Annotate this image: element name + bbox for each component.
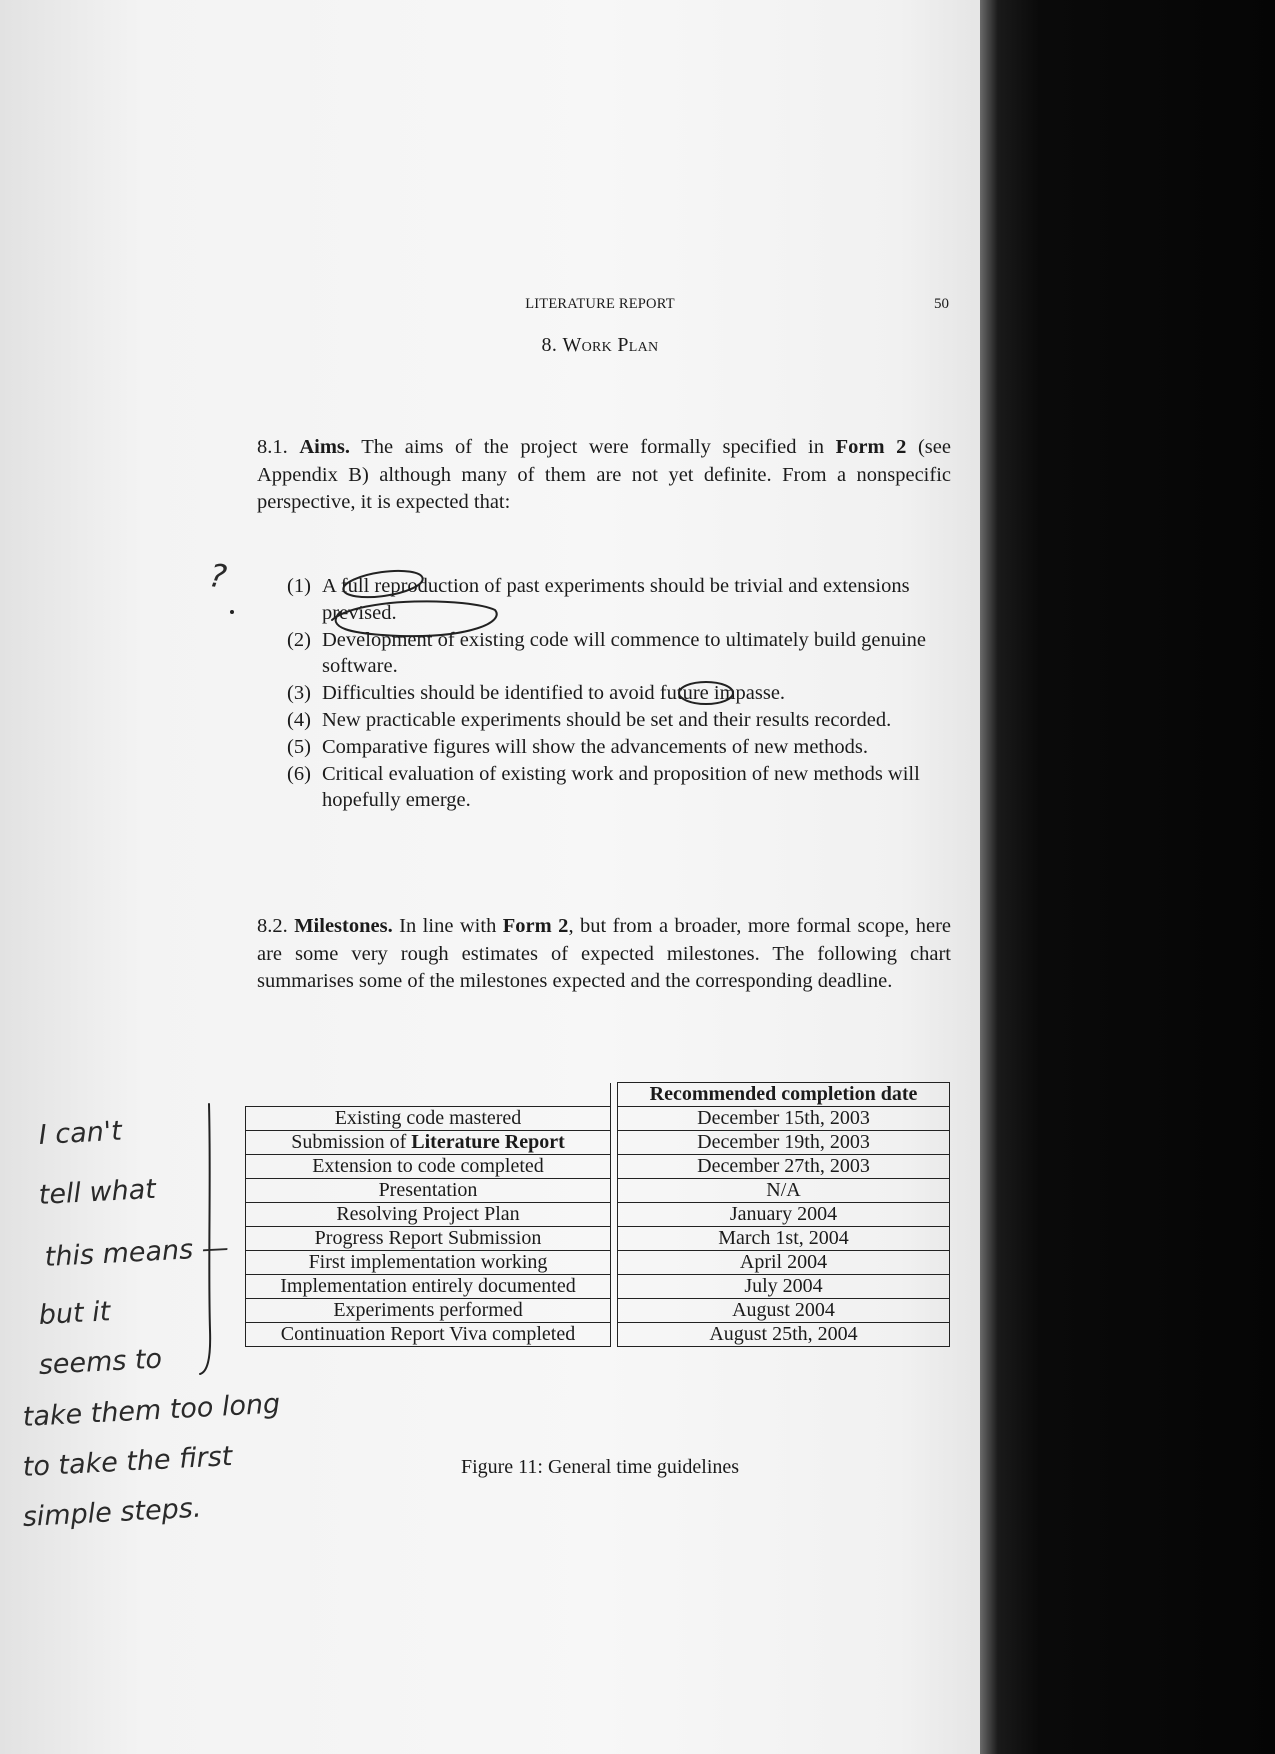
milestone-cell: Progress Report Submission <box>246 1227 611 1251</box>
table-header-date: Recommended completion date <box>618 1083 950 1107</box>
date-cell: December 27th, 2003 <box>618 1155 950 1179</box>
table-row <box>246 1251 950 1275</box>
list-item-label: (6) <box>287 762 311 785</box>
date-cell: December 15th, 2003 <box>618 1107 950 1131</box>
milestone-cell: Presentation <box>246 1179 611 1203</box>
table-row <box>246 1155 950 1179</box>
list-item <box>287 573 957 627</box>
table-row <box>246 1107 950 1131</box>
date-cell: January 2004 <box>618 1203 950 1227</box>
table-row <box>246 1227 950 1251</box>
date-cell: April 2004 <box>618 1251 950 1275</box>
date-cell: N/A <box>618 1179 950 1203</box>
aims-number: 8.1. <box>257 436 288 458</box>
aims-text-before: The aims of the project were formally specified in <box>361 436 824 458</box>
handwritten-note-line: but it <box>38 1296 112 1331</box>
milestones-paragraph <box>257 913 951 996</box>
milestone-cell: Extension to code completed <box>246 1155 611 1179</box>
list-item-label: (1) <box>287 575 311 597</box>
milestones-table <box>245 1082 950 1347</box>
table-row <box>246 1179 950 1203</box>
date-cell: July 2004 <box>618 1275 950 1299</box>
milestone-cell: Implementation entirely documented <box>246 1275 611 1299</box>
table-row <box>246 1203 950 1227</box>
list-item-text: A full reproduction of past experiments should be trivial and extensions prevised. <box>322 575 910 624</box>
list-item-text: Comparative figures will show the advancements of new methods. <box>322 735 868 758</box>
date-cell: August 2004 <box>618 1299 950 1323</box>
list-item <box>287 707 957 734</box>
section-number: 8. <box>541 334 558 356</box>
table-row <box>246 1323 950 1347</box>
milestone-cell: Resolving Project Plan <box>246 1203 611 1227</box>
list-item-text: Difficulties should be identified to avoid future impasse. <box>322 682 786 705</box>
date-cell: August 25th, 2004 <box>618 1323 950 1347</box>
table-row <box>246 1299 950 1323</box>
handwritten-note-line: simple steps. <box>22 1492 203 1533</box>
running-header: LITERATURE REPORT <box>525 296 675 312</box>
aims-form-ref: Form 2 <box>835 436 907 458</box>
aims-paragraph <box>257 434 951 517</box>
milestones-number: 8.2. <box>257 915 288 937</box>
section-title: Work Plan <box>562 334 659 356</box>
milestone-bold: Literature Report <box>411 1131 565 1153</box>
table-header-row <box>246 1083 950 1107</box>
aims-heading: Aims. <box>299 436 351 458</box>
figure-caption: Figure 11: General time guidelines <box>460 1456 740 1478</box>
handwritten-note-line: seems to <box>38 1343 163 1381</box>
section-heading <box>250 334 950 357</box>
list-item <box>287 761 957 815</box>
table-row <box>246 1131 950 1155</box>
list-item <box>287 627 957 681</box>
aims-text-after: (see Appendix B) although many of them are not yet definite. From a nonspecific perspective, it is expected that: <box>257 436 951 513</box>
milestones-text-before: In line with <box>399 915 497 937</box>
handwritten-note-line: tell what <box>38 1173 157 1211</box>
milestone-cell: First implementation working <box>246 1251 611 1275</box>
list-item-label: (5) <box>287 735 311 758</box>
milestone-cell: Experiments performed <box>246 1299 611 1323</box>
list-item-text: Development of existing code will commence to ultimately build genuine software. <box>322 628 927 678</box>
list-item-label: (4) <box>287 708 311 731</box>
date-cell: December 19th, 2003 <box>618 1131 950 1155</box>
date-cell: March 1st, 2004 <box>618 1227 950 1251</box>
handwritten-note-line: to take the first <box>22 1441 234 1483</box>
milestone-cell: Existing code mastered <box>246 1107 611 1131</box>
milestone-cell <box>246 1131 611 1155</box>
handwritten-note-line: I can't <box>38 1115 123 1151</box>
list-item-text: New practicable experiments should be set and their results recorded. <box>322 708 892 731</box>
milestones-heading: Milestones. <box>294 915 393 937</box>
list-item <box>287 734 957 761</box>
book-binding-shadow <box>980 0 1275 1754</box>
handwritten-note-line: this means — <box>44 1232 230 1273</box>
handwritten-question-mark: ? <box>206 556 229 596</box>
list-item-text: Critical evaluation of existing work and proposition of new methods will hopefully emerge. <box>322 762 920 812</box>
aims-list <box>287 573 957 814</box>
table-row <box>246 1275 950 1299</box>
list-item-label: (3) <box>287 682 311 705</box>
list-item-label: (2) <box>287 628 311 651</box>
list-item <box>287 680 957 707</box>
table-header-empty-cell <box>246 1083 611 1107</box>
milestones-form-ref: Form 2 <box>502 915 569 937</box>
handwritten-note-line: take them too long <box>22 1388 281 1433</box>
milestones-text-after: , but from a broader, more formal scope, here are some very rough estimates of expected milestones. The following chart summarises some of the milestones expected and the corresponding deadline. <box>257 915 952 992</box>
milestone-cell: Continuation Report Viva completed <box>246 1323 611 1347</box>
milestone-prefix: Submission of <box>291 1131 407 1153</box>
page-number: 50 <box>934 296 949 312</box>
